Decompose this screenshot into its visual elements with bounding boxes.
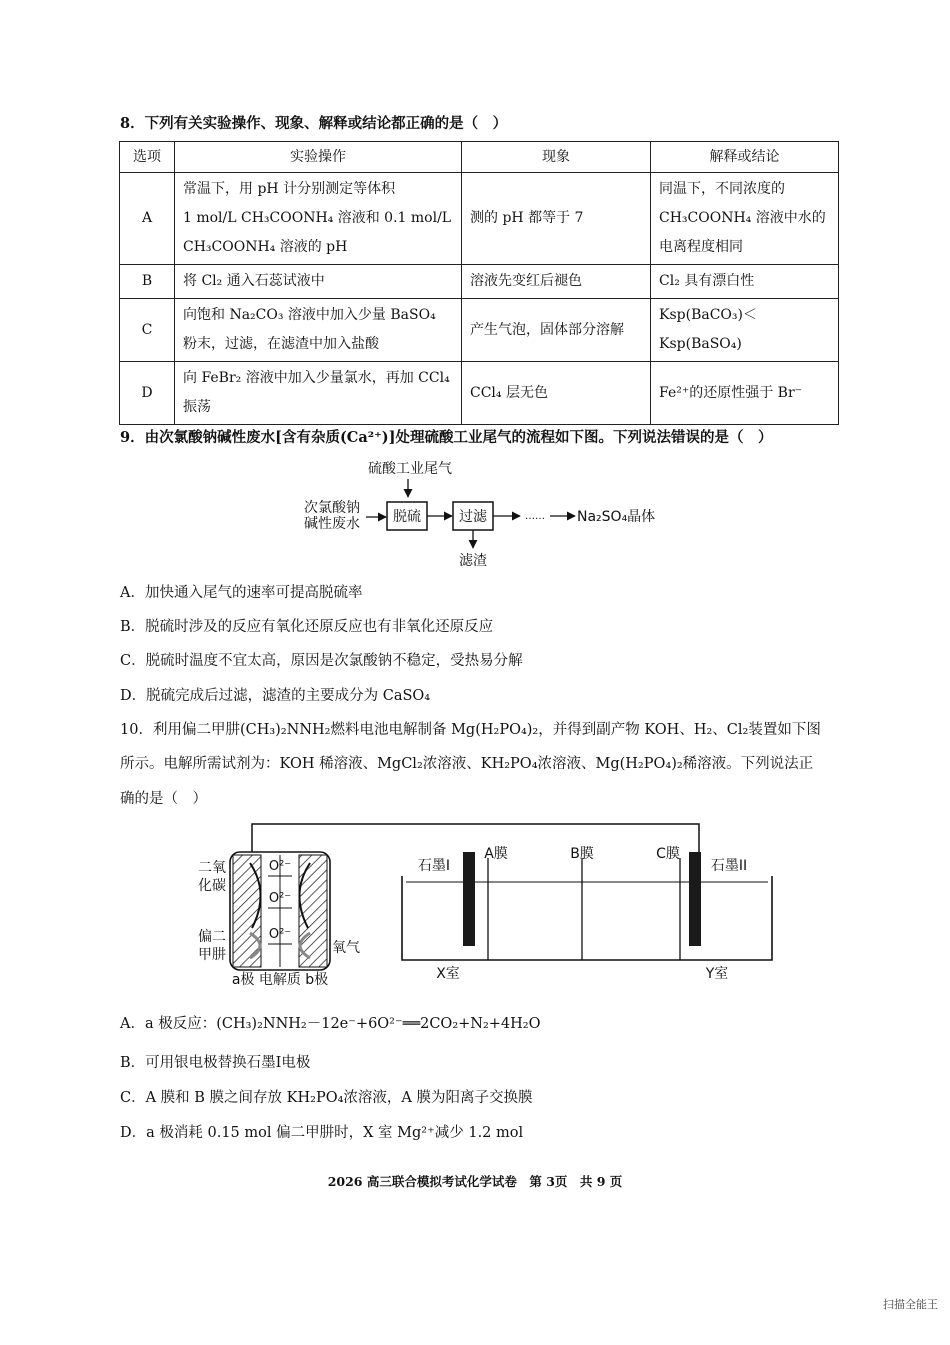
row-conclusion xyxy=(651,362,839,425)
flow-dots: …… xyxy=(525,511,545,522)
cathode-b xyxy=(299,855,327,967)
page-footer: 2026 高三联合模拟考试化学试卷 第 3页 共 9 页 xyxy=(327,1174,623,1189)
flow-feed-label-1: 次氯酸钠 xyxy=(304,500,360,516)
q10-option-a: A．a 极反应：(CH₃)₂NNH₂－12e⁻+6O²⁻══2CO₂+N₂+4H₂O xyxy=(120,1016,541,1032)
q9-option-c: C．脱硫时温度不宜太高，原因是次氯酸钠不稳定，受热易分解 xyxy=(120,653,523,669)
oxygen-label: 氧气 xyxy=(332,940,360,956)
row-operation xyxy=(175,173,462,265)
op-line: 常温下，用 pH 计分别测定等体积 xyxy=(183,181,396,197)
flow-step-desulfurize-label: 脱硫 xyxy=(393,509,421,525)
con-line: Cl₂ 具有漂白性 xyxy=(659,273,755,289)
q10-stem-line-3: 确的是（ ） xyxy=(120,791,207,807)
row-phenomenon: CCl₄ 层无色 xyxy=(462,362,651,425)
graphite-2-label: 石墨II xyxy=(710,858,748,874)
flow-feed-label-2: 碱性废水 xyxy=(304,516,360,532)
q9-option-b: B．脱硫时涉及的反应有氧化还原反应也有非氧化还原反应 xyxy=(120,619,494,635)
row-conclusion xyxy=(651,173,839,265)
table-header-row xyxy=(120,142,839,173)
q10-stem-line-1: 10．利用偏二甲肼(CH₃)₂NNH₂燃料电池电解制备 Mg(H₂PO₄)₂，并得到副产物 KOH、H₂、Cl₂装置如下图 xyxy=(120,722,821,738)
flow-residue-label: 滤渣 xyxy=(459,553,487,569)
op-line: 1 mol/L CH₃COONH₄ 溶液和 0.1 mol/L xyxy=(183,210,452,226)
fuel-label-1: 偏二 xyxy=(198,929,226,945)
graphite-electrode-2 xyxy=(689,852,701,946)
header-operation: 实验操作 xyxy=(175,142,462,173)
table-row xyxy=(120,299,839,362)
row-label: A xyxy=(120,173,175,265)
flow-product-label: Na₂SO₄晶体 xyxy=(577,509,656,525)
row-phenomenon: 溶液先变红后褪色 xyxy=(462,265,651,299)
ion-label: O²⁻ xyxy=(268,891,292,906)
row-phenomenon: 产生气泡，固体部分溶解 xyxy=(462,299,651,362)
membrane-c-label: C膜 xyxy=(656,846,680,862)
flow-gas-label: 硫酸工业尾气 xyxy=(368,461,452,477)
electrode-labels: a极 电解质 b极 xyxy=(231,972,329,988)
row-phenomenon: 测的 pH 都等于 7 xyxy=(462,173,651,265)
table-row xyxy=(120,362,839,425)
room-x-label: X室 xyxy=(436,966,460,982)
con-line: Ksp(BaCO₃)＜Ksp(BaSO₄) xyxy=(659,307,757,352)
anode-a xyxy=(233,855,261,967)
row-label: D xyxy=(120,362,175,425)
q9-flow-diagram xyxy=(290,455,670,573)
q8-stem: 8．下列有关实验操作、现象、解释或结论都正确的是（ ） xyxy=(120,115,508,132)
row-label: B xyxy=(120,265,175,299)
con-line: 电离程度相同 xyxy=(659,239,743,255)
header-option: 选项 xyxy=(120,142,175,173)
q10-option-d: D．a 极消耗 0.15 mol 偏二甲肼时，X 室 Mg²⁺减少 1.2 mol xyxy=(120,1125,524,1141)
q8-table xyxy=(119,141,839,425)
op-line: 向 FeBr₂ 溶液中加入少量氯水，再加 CCl₄ xyxy=(183,370,450,386)
header-conclusion: 解释或结论 xyxy=(651,142,839,173)
row-operation xyxy=(175,265,462,299)
q10-option-b: B．可用银电极替换石墨I电极 xyxy=(120,1055,311,1071)
membrane-b-label: B膜 xyxy=(570,846,594,862)
header-phenomenon: 现象 xyxy=(462,142,651,173)
row-label: C xyxy=(120,299,175,362)
graphite-1-label: 石墨I xyxy=(417,858,451,874)
op-line: CH₃COONH₄ 溶液的 pH xyxy=(183,239,348,255)
op-line: 振荡 xyxy=(183,399,211,415)
op-line: 将 Cl₂ 通入石蕊试液中 xyxy=(183,273,325,289)
membrane-a-label: A膜 xyxy=(484,846,508,862)
fuel-label-2: 甲肼 xyxy=(198,947,226,963)
flow-step-filter-label: 过滤 xyxy=(459,509,487,525)
q9-option-a: A．加快通入尾气的速率可提高脱硫率 xyxy=(120,585,363,601)
con-line: 同温下，不同浓度的 xyxy=(659,181,785,197)
electrolytic-tank xyxy=(402,876,772,960)
con-line: CH₃COONH₄ 溶液中水的 xyxy=(659,210,826,226)
co2-label-2: 化碳 xyxy=(198,878,226,894)
row-conclusion xyxy=(651,299,839,362)
room-y-label: Y室 xyxy=(705,966,729,982)
q10-stem-line-2: 所示。电解所需试剂为：KOH 稀溶液、MgCl₂浓溶液、KH₂PO₄浓溶液、Mg(H₂PO₄)₂稀溶液。下列说法正 xyxy=(120,756,814,772)
q10-apparatus-diagram xyxy=(190,818,780,993)
q10-option-c: C．A 膜和 B 膜之间存放 KH₂PO₄浓溶液，A 膜为阳离子交换膜 xyxy=(120,1090,533,1106)
q9-option-d: D．脱硫完成后过滤，滤渣的主要成分为 CaSO₄ xyxy=(120,688,431,704)
row-operation xyxy=(175,299,462,362)
scanner-watermark: 扫描全能王 xyxy=(883,1298,938,1311)
ion-label: O²⁻ xyxy=(268,859,292,874)
con-line: Fe²⁺的还原性强于 Br⁻ xyxy=(659,384,803,401)
ion-label: O²⁻ xyxy=(268,927,292,942)
graphite-electrode-1 xyxy=(463,852,475,946)
q9-stem: 9．由次氯酸钠碱性废水[含有杂质(Ca²⁺)]处理硫酸工业尾气的流程如下图。下列说法错误的是（ ） xyxy=(120,429,773,446)
row-conclusion xyxy=(651,265,839,299)
co2-label-1: 二氧 xyxy=(198,860,226,876)
table-row xyxy=(120,173,839,265)
op-line: 粉末，过滤，在滤渣中加入盐酸 xyxy=(183,336,379,352)
op-line: 向饱和 Na₂CO₃ 溶液中加入少量 BaSO₄ xyxy=(183,307,436,323)
row-operation xyxy=(175,362,462,425)
table-row xyxy=(120,265,839,299)
